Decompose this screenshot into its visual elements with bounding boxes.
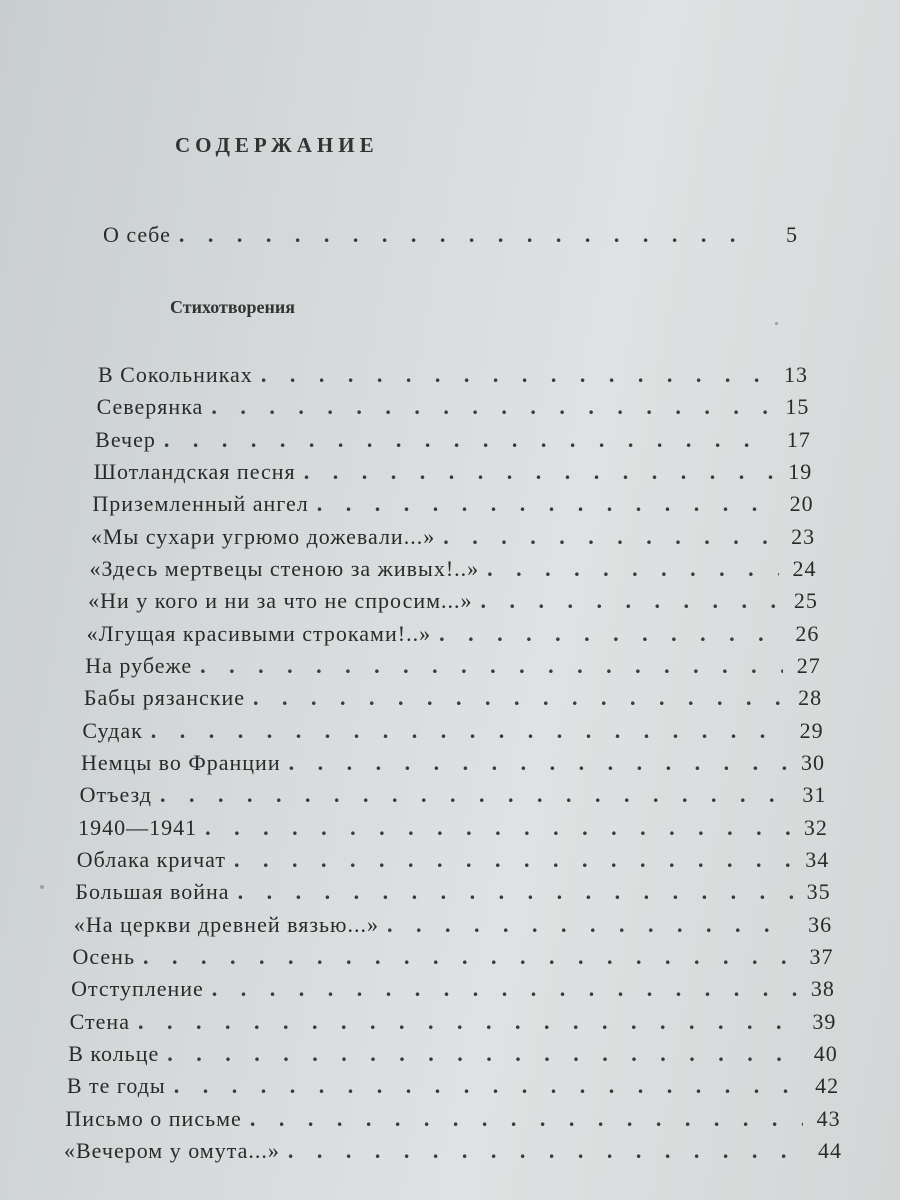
toc-row bbox=[65, 1106, 840, 1136]
toc-page-number: 25 bbox=[793, 588, 818, 614]
dot-leader bbox=[212, 976, 797, 1002]
dot-leader bbox=[250, 1106, 803, 1132]
toc-intro-row bbox=[103, 222, 798, 252]
toc-entry-title: Бабы рязанские bbox=[83, 685, 246, 711]
paper-speck bbox=[775, 322, 778, 325]
toc-entry-title: Приземленный ангел bbox=[92, 491, 309, 517]
toc-row bbox=[77, 847, 830, 877]
dot-leader bbox=[211, 394, 771, 420]
toc-page-number: 28 bbox=[798, 685, 823, 711]
toc-row bbox=[87, 621, 820, 651]
toc-entry-title: «Лгущая красивыми строками!..» bbox=[86, 620, 432, 646]
toc-row bbox=[82, 718, 823, 748]
toc-entry-title: Большая война bbox=[75, 879, 230, 905]
dot-leader bbox=[151, 718, 786, 744]
toc-entry-title: 1940—1941 bbox=[78, 814, 198, 840]
paper-speck bbox=[40, 885, 44, 889]
dot-leader bbox=[167, 1041, 799, 1067]
toc-row bbox=[85, 653, 821, 683]
toc-entry-title: «Здесь мертвецы стеною за живых!..» bbox=[89, 556, 480, 581]
dot-leader bbox=[289, 750, 787, 776]
toc-page-number: 43 bbox=[816, 1105, 841, 1131]
toc-row bbox=[78, 815, 828, 845]
toc-page-number: 27 bbox=[796, 653, 821, 678]
toc-page-number: 13 bbox=[784, 362, 808, 387]
dot-leader bbox=[200, 653, 783, 679]
toc-page-number: 32 bbox=[803, 814, 828, 840]
toc-page-number: 29 bbox=[799, 717, 824, 743]
toc-page-number: 5 bbox=[786, 222, 798, 247]
toc-entry-title: В те годы bbox=[66, 1073, 166, 1099]
toc-entry-title: Стена bbox=[69, 1008, 130, 1034]
toc-row bbox=[70, 1009, 837, 1039]
toc-entry-title: Отступление bbox=[71, 976, 204, 1002]
toc-entry-title: На рубеже bbox=[85, 653, 193, 678]
dot-leader bbox=[138, 1009, 798, 1035]
toc-row bbox=[67, 1073, 839, 1103]
toc-page-number: 17 bbox=[786, 426, 811, 452]
page-title: СОДЕРЖАНИЕ bbox=[175, 133, 379, 157]
toc-row bbox=[97, 394, 810, 424]
toc-row bbox=[90, 556, 817, 586]
toc-row bbox=[91, 524, 815, 554]
toc-page-number: 19 bbox=[788, 459, 813, 484]
section-title: Стихотворения bbox=[170, 297, 295, 317]
dot-leader bbox=[481, 588, 780, 614]
toc-row bbox=[64, 1138, 842, 1168]
dot-leader bbox=[253, 685, 784, 711]
toc-row bbox=[75, 879, 830, 909]
toc-page-number: 24 bbox=[792, 556, 817, 581]
toc-row bbox=[94, 459, 813, 489]
dot-leader bbox=[288, 1138, 804, 1164]
toc-row bbox=[84, 685, 822, 715]
dot-leader bbox=[234, 847, 791, 873]
dot-leader bbox=[487, 556, 778, 582]
toc-entry-title: «На церкви древней вязью...» bbox=[73, 911, 379, 937]
dot-leader bbox=[205, 815, 790, 841]
toc-row bbox=[88, 588, 818, 618]
toc-row bbox=[95, 427, 811, 457]
dot-leader bbox=[304, 459, 775, 485]
dot-leader bbox=[160, 782, 788, 808]
toc-page-number: 20 bbox=[789, 491, 814, 517]
toc-entry-title: Шотландская песня bbox=[93, 459, 296, 484]
toc-page-number: 26 bbox=[795, 620, 820, 646]
dot-leader bbox=[174, 1073, 801, 1099]
toc-row bbox=[80, 782, 827, 812]
toc-entry-title: О себе bbox=[103, 222, 171, 247]
dot-leader bbox=[238, 879, 793, 905]
toc-page-number: 23 bbox=[791, 523, 816, 549]
toc-page-number: 30 bbox=[801, 750, 825, 775]
toc-page-number: 44 bbox=[818, 1138, 842, 1163]
dot-leader bbox=[443, 524, 777, 550]
toc-entry-title: Отъезд bbox=[79, 782, 152, 808]
toc-entry-title: Письмо о письме bbox=[65, 1105, 242, 1131]
toc-row bbox=[74, 912, 832, 942]
toc-entry-title: Северянка bbox=[96, 394, 204, 420]
dot-leader bbox=[387, 912, 794, 938]
toc-row bbox=[73, 944, 834, 974]
toc-page-number: 38 bbox=[810, 976, 835, 1002]
toc-entry-title: «Ни у кого и ни за что не спросим...» bbox=[88, 588, 473, 614]
toc-entry-title: «Мы сухари угрюмо дожевали...» bbox=[90, 523, 436, 549]
dot-leader bbox=[317, 491, 776, 517]
toc-entry-title: Судак bbox=[82, 717, 143, 743]
toc-page-number: 31 bbox=[802, 782, 827, 808]
dot-leader bbox=[439, 621, 781, 647]
toc-page-number: 42 bbox=[815, 1073, 840, 1099]
toc-row bbox=[71, 976, 835, 1006]
toc-entry-title: Вечер bbox=[95, 426, 156, 452]
toc-page-number: 39 bbox=[812, 1008, 837, 1034]
toc-row bbox=[98, 362, 808, 392]
toc-entry-title: В кольце bbox=[68, 1041, 160, 1066]
toc-page-number: 37 bbox=[809, 944, 834, 969]
toc-page-number: 34 bbox=[805, 847, 830, 872]
toc-row bbox=[68, 1041, 838, 1071]
toc-entry-title: Осень bbox=[72, 944, 135, 969]
toc-entry-title: Немцы во Франции bbox=[81, 750, 281, 775]
dot-leader bbox=[143, 944, 796, 970]
toc-page-number: 36 bbox=[808, 911, 833, 937]
dot-leader bbox=[179, 222, 760, 248]
toc-page-number: 40 bbox=[813, 1041, 838, 1066]
toc-entry-title: Облака кричат bbox=[76, 847, 226, 872]
toc-entry-title: В Сокольниках bbox=[98, 362, 253, 387]
toc-row bbox=[81, 750, 825, 780]
toc-row bbox=[92, 491, 813, 521]
toc-page-number: 35 bbox=[806, 879, 831, 905]
dot-leader bbox=[164, 427, 773, 453]
dot-leader bbox=[261, 362, 770, 388]
toc-page-number: 15 bbox=[785, 394, 810, 420]
toc-entry-title: «Вечером у омута...» bbox=[64, 1138, 280, 1163]
